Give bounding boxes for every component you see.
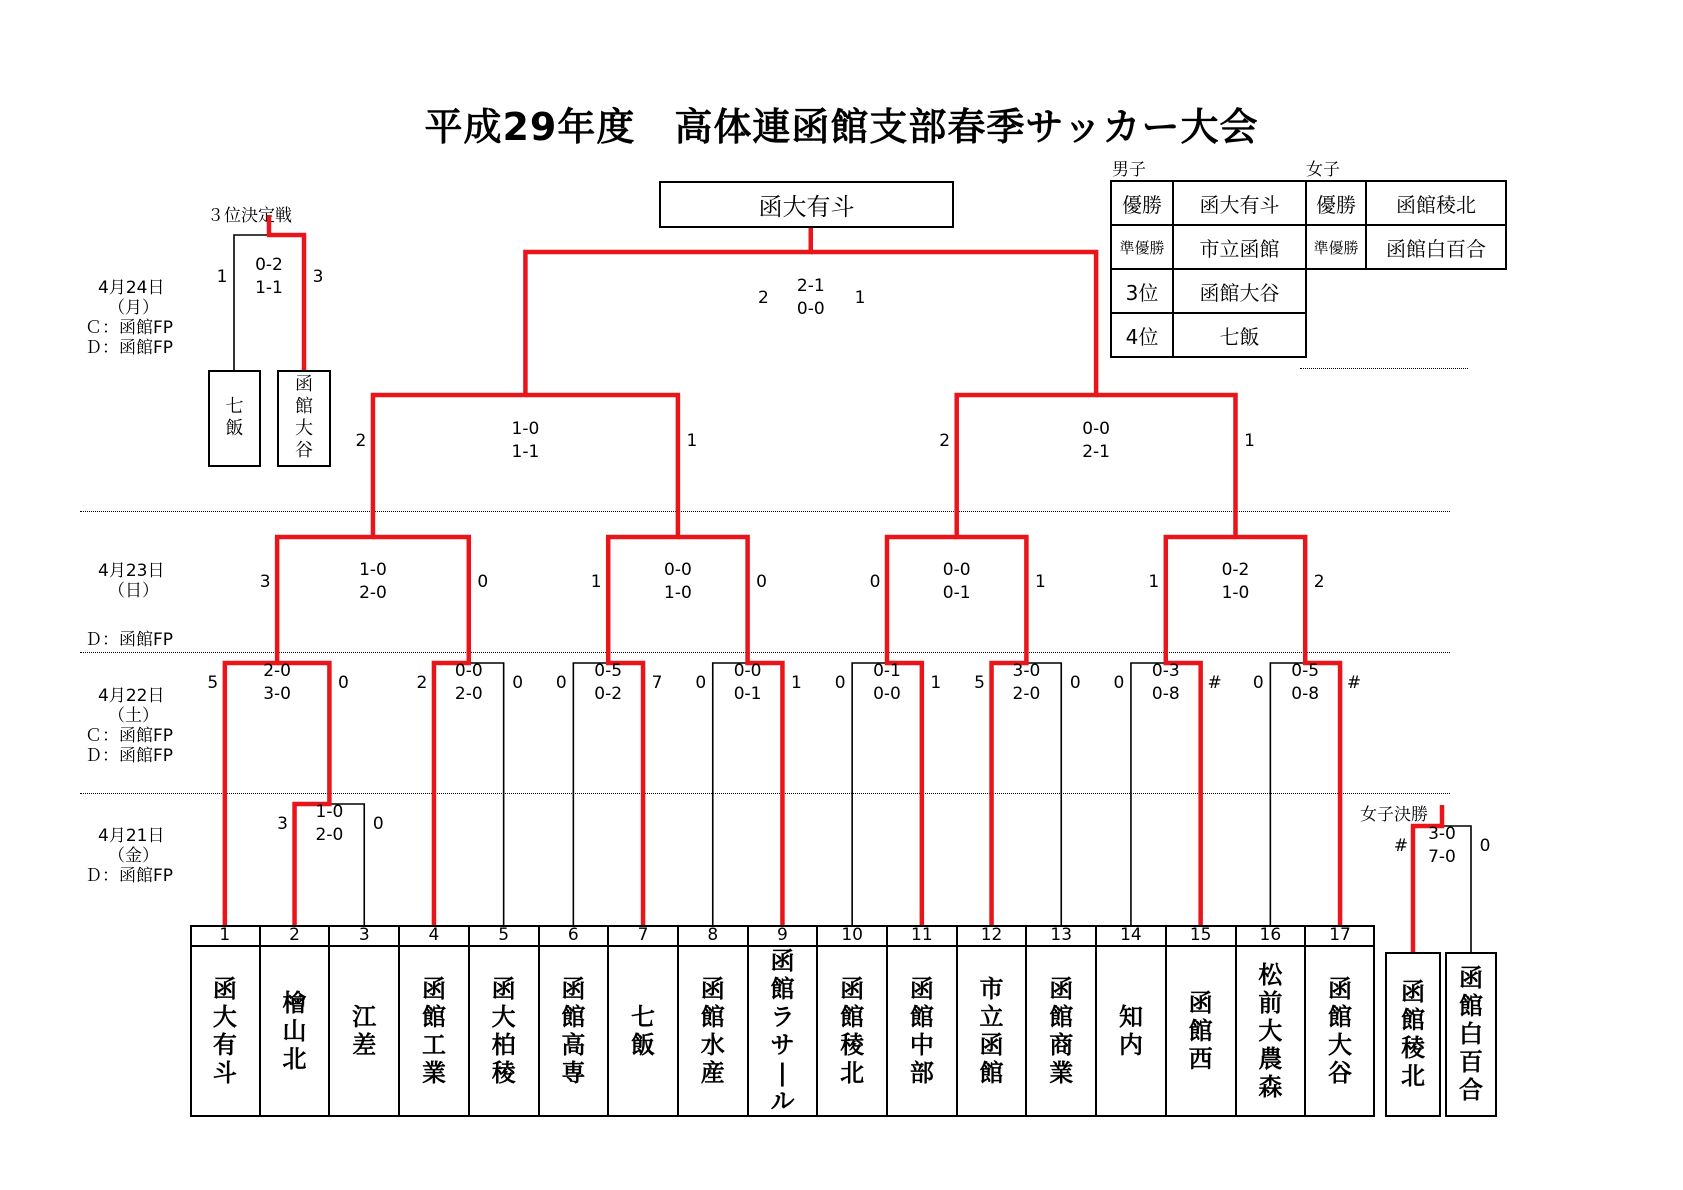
score-semifinal-left-score: 2 bbox=[939, 431, 951, 451]
team-name: 函 館 高 専 bbox=[561, 975, 586, 1087]
page-title: 平成29年度 高体連函館支部春季サッカー大会 bbox=[424, 105, 1259, 149]
score-round1-first-half: 3-0 bbox=[1012, 661, 1041, 681]
score-round1-right-score: # bbox=[1207, 673, 1222, 693]
girls-rank-label: 優勝 bbox=[1306, 181, 1366, 225]
girls-team: 函館白百合 bbox=[1366, 225, 1506, 269]
team-number: 10 bbox=[841, 925, 863, 945]
third-place-label: ３位決定戦 bbox=[207, 206, 292, 226]
date: 4月21日 bbox=[98, 826, 165, 846]
venue-apr23: Ｄ：函館FP bbox=[85, 630, 174, 650]
score-round1-second-half: 0-8 bbox=[1151, 684, 1180, 704]
team-number: 4 bbox=[428, 925, 440, 945]
score-third-place-second-half: 1-1 bbox=[255, 278, 283, 298]
girls-label: 女子 bbox=[1306, 160, 1340, 180]
score-quarterfinal-second-half: 1-0 bbox=[1221, 583, 1250, 603]
score-quarterfinal-left-score: 0 bbox=[869, 572, 881, 592]
score-quarterfinal-second-half: 2-0 bbox=[359, 583, 387, 603]
score-round1-second-half: 2-0 bbox=[454, 684, 483, 704]
score-round1-left-score: 0 bbox=[1252, 673, 1264, 693]
score-round1-first-half: 0-5 bbox=[594, 661, 623, 681]
score-round1-second-half: 0-2 bbox=[594, 684, 623, 704]
winner-path bbox=[1096, 395, 1340, 925]
team-name: 函 大 有 斗 bbox=[212, 975, 237, 1087]
score-quarterfinal-second-half: 1-0 bbox=[664, 583, 692, 603]
team-name: 市 立 函 館 bbox=[979, 975, 1004, 1087]
rank-label: 3位 bbox=[1111, 269, 1173, 313]
venue: Ｄ：函館FP bbox=[85, 338, 174, 358]
team-name: 函 館 工 業 bbox=[421, 975, 446, 1087]
score-play-in-right-score: 0 bbox=[372, 814, 384, 834]
rank-label: 優勝 bbox=[1111, 181, 1173, 225]
score-play-in-first-half: 1-0 bbox=[315, 802, 344, 822]
score-round1-right-score: 7 bbox=[651, 673, 663, 693]
score-round1-right-score: 0 bbox=[337, 673, 349, 693]
team-number: 2 bbox=[289, 925, 300, 945]
team-name: 函 館 水 産 bbox=[700, 975, 725, 1087]
venue: Ｄ：函館FP bbox=[85, 746, 174, 766]
date: 4月24日 bbox=[98, 278, 165, 298]
score-round1-left-score: 0 bbox=[1113, 673, 1125, 693]
team-number: 12 bbox=[980, 925, 1003, 945]
team-name: 函 館 西 bbox=[1188, 989, 1213, 1073]
score-quarterfinal-right-score: 0 bbox=[477, 572, 489, 592]
score-round1-left-score: 5 bbox=[974, 673, 985, 693]
team-number: 1 bbox=[219, 925, 231, 945]
score-quarterfinal-first-half: 0-0 bbox=[664, 560, 692, 580]
score-final-first-half: 2-1 bbox=[796, 276, 825, 296]
score-round1-first-half: 0-1 bbox=[873, 661, 901, 681]
score-round1-left-score: 0 bbox=[695, 673, 707, 693]
score-round1-first-half: 0-5 bbox=[1291, 661, 1320, 681]
team-name: 七 飯 bbox=[631, 1003, 656, 1059]
team-number: 6 bbox=[567, 925, 579, 945]
champion-box: 函大有斗 bbox=[659, 181, 954, 228]
score-round1-left-score: 0 bbox=[555, 673, 567, 693]
score-semifinal-second-half: 2-1 bbox=[1082, 442, 1110, 462]
score-quarterfinal-first-half: 0-2 bbox=[1221, 560, 1250, 580]
score-girls-final-right-score: 0 bbox=[1479, 836, 1491, 856]
team-number: 3 bbox=[358, 925, 370, 945]
score-semifinal-first-half: 0-0 bbox=[1082, 419, 1110, 439]
score-round1-right-score: # bbox=[1346, 673, 1362, 693]
day-of-week: （月） bbox=[108, 298, 159, 318]
day-of-week: （土） bbox=[108, 706, 159, 726]
team-name: 松 前 大 農 森 bbox=[1258, 961, 1283, 1101]
score-round1-right-score: 0 bbox=[1069, 673, 1081, 693]
bracket-semifinal bbox=[373, 395, 678, 537]
score-girls-final-left-score: # bbox=[1393, 836, 1409, 856]
score-play-in-second-half: 2-0 bbox=[315, 825, 344, 845]
date: 4月22日 bbox=[98, 686, 165, 706]
third-place-team-name: 函 館 大 谷 bbox=[295, 374, 313, 461]
girls-final-label: 女子決勝 bbox=[1360, 805, 1428, 825]
score-round1-left-score: 0 bbox=[834, 673, 846, 693]
score-round1-first-half: 0-0 bbox=[733, 661, 762, 681]
score-quarterfinal-first-half: 1-0 bbox=[359, 560, 387, 580]
score-semifinal-left-score: 2 bbox=[355, 431, 367, 451]
winner-path bbox=[525, 395, 677, 925]
team-name: 函 館 商 業 bbox=[1049, 975, 1074, 1087]
score-semifinal-first-half: 1-0 bbox=[511, 419, 540, 439]
score-quarterfinal-left-score: 1 bbox=[1148, 572, 1160, 592]
score-third-place-first-half: 0-2 bbox=[255, 255, 283, 275]
score-round1-second-half: 2-0 bbox=[1012, 684, 1041, 704]
boys-team: 函館大谷 bbox=[1173, 269, 1306, 313]
bracket-black-lines bbox=[225, 228, 1471, 952]
girls-team-name: 函 館 稜 北 bbox=[1401, 978, 1425, 1090]
score-semifinal-right-score: 1 bbox=[686, 431, 698, 451]
date: 4月23日 bbox=[98, 561, 165, 581]
score-quarterfinal-right-score: 0 bbox=[756, 572, 767, 592]
score-round1-second-half: 0-8 bbox=[1291, 684, 1320, 704]
score-round1-left-score: 2 bbox=[416, 673, 428, 693]
venue: Ｃ：函館FP bbox=[85, 318, 174, 338]
team-number: 7 bbox=[637, 925, 649, 945]
score-round1-left-score: 5 bbox=[207, 673, 219, 693]
score-semifinal-second-half: 1-1 bbox=[511, 442, 540, 462]
score-girls-final-second-half: 7-0 bbox=[1428, 847, 1456, 867]
day-of-week: （日） bbox=[108, 581, 159, 601]
score-final-second-half: 0-0 bbox=[796, 299, 825, 319]
score-round1-second-half: 3-0 bbox=[263, 684, 292, 704]
team-name: 江 差 bbox=[352, 1003, 377, 1059]
team-number: 8 bbox=[707, 925, 719, 945]
score-quarterfinal-right-score: 2 bbox=[1313, 572, 1325, 592]
score-semifinal-right-score: 1 bbox=[1244, 431, 1255, 451]
girls-team-name: 函 館 白 百 合 bbox=[1459, 964, 1483, 1104]
team-name: 函 館 中 部 bbox=[909, 975, 934, 1087]
rank-label: 準優勝 bbox=[1111, 225, 1173, 269]
third-place-team-name: 七 飯 bbox=[225, 396, 244, 439]
score-quarterfinal-right-score: 1 bbox=[1034, 572, 1046, 592]
bracket-semifinal bbox=[957, 395, 1236, 537]
boys-team: 市立函館 bbox=[1173, 225, 1306, 269]
team-name: 知 内 bbox=[1118, 1003, 1143, 1059]
score-round1-first-half: 0-0 bbox=[454, 661, 483, 681]
score-round1-right-score: 1 bbox=[791, 673, 802, 693]
boys-label: 男子 bbox=[1112, 160, 1146, 180]
score-round1-second-half: 0-0 bbox=[873, 684, 901, 704]
boys-team: 函大有斗 bbox=[1173, 181, 1306, 225]
team-name: 函 館 ラ サ | ル bbox=[770, 947, 795, 1115]
score-quarterfinal-left-score: 1 bbox=[590, 572, 602, 592]
score-final-left-score: 2 bbox=[758, 288, 769, 308]
score-third-place-left-score: 1 bbox=[216, 267, 228, 287]
score-round1-first-half: 2-0 bbox=[263, 661, 292, 681]
score-play-in-left-score: 3 bbox=[277, 814, 288, 834]
team-name: 函 大 柏 稜 bbox=[491, 975, 516, 1087]
team-number: 17 bbox=[1329, 925, 1351, 945]
bracket-final bbox=[525, 252, 1096, 395]
team-name: 函 館 稜 北 bbox=[840, 975, 865, 1087]
team-number: 9 bbox=[777, 925, 788, 945]
day-of-week: （金） bbox=[108, 846, 159, 866]
score-round1-first-half: 0-3 bbox=[1151, 661, 1180, 681]
score-quarterfinal-second-half: 0-1 bbox=[942, 583, 971, 603]
girls-rank-label: 準優勝 bbox=[1306, 225, 1366, 269]
team-name: 檜 山 北 bbox=[282, 989, 307, 1073]
girls-team: 函館稜北 bbox=[1366, 181, 1506, 225]
score-round1-right-score: 0 bbox=[512, 673, 524, 693]
team-number: 11 bbox=[911, 925, 933, 945]
score-round1-second-half: 0-1 bbox=[733, 684, 762, 704]
team-name: 函 館 大 谷 bbox=[1328, 975, 1353, 1087]
team-number: 15 bbox=[1189, 925, 1212, 945]
score-girls-final-first-half: 3-0 bbox=[1428, 824, 1456, 844]
team-number: 5 bbox=[498, 925, 510, 945]
team-number: 14 bbox=[1120, 925, 1142, 945]
team-number: 16 bbox=[1259, 925, 1282, 945]
score-third-place-right-score: 3 bbox=[312, 267, 324, 287]
venue: Ｄ：函館FP bbox=[85, 866, 174, 886]
score-round1-right-score: 1 bbox=[930, 673, 942, 693]
score-quarterfinal-left-score: 3 bbox=[259, 572, 271, 592]
score-quarterfinal-first-half: 0-0 bbox=[942, 560, 971, 580]
score-final-right-score: 1 bbox=[854, 288, 866, 308]
venue: Ｃ：函館FP bbox=[85, 726, 174, 746]
boys-team: 七飯 bbox=[1173, 313, 1306, 357]
team-number: 13 bbox=[1050, 925, 1073, 945]
rank-label: 4位 bbox=[1111, 313, 1173, 357]
